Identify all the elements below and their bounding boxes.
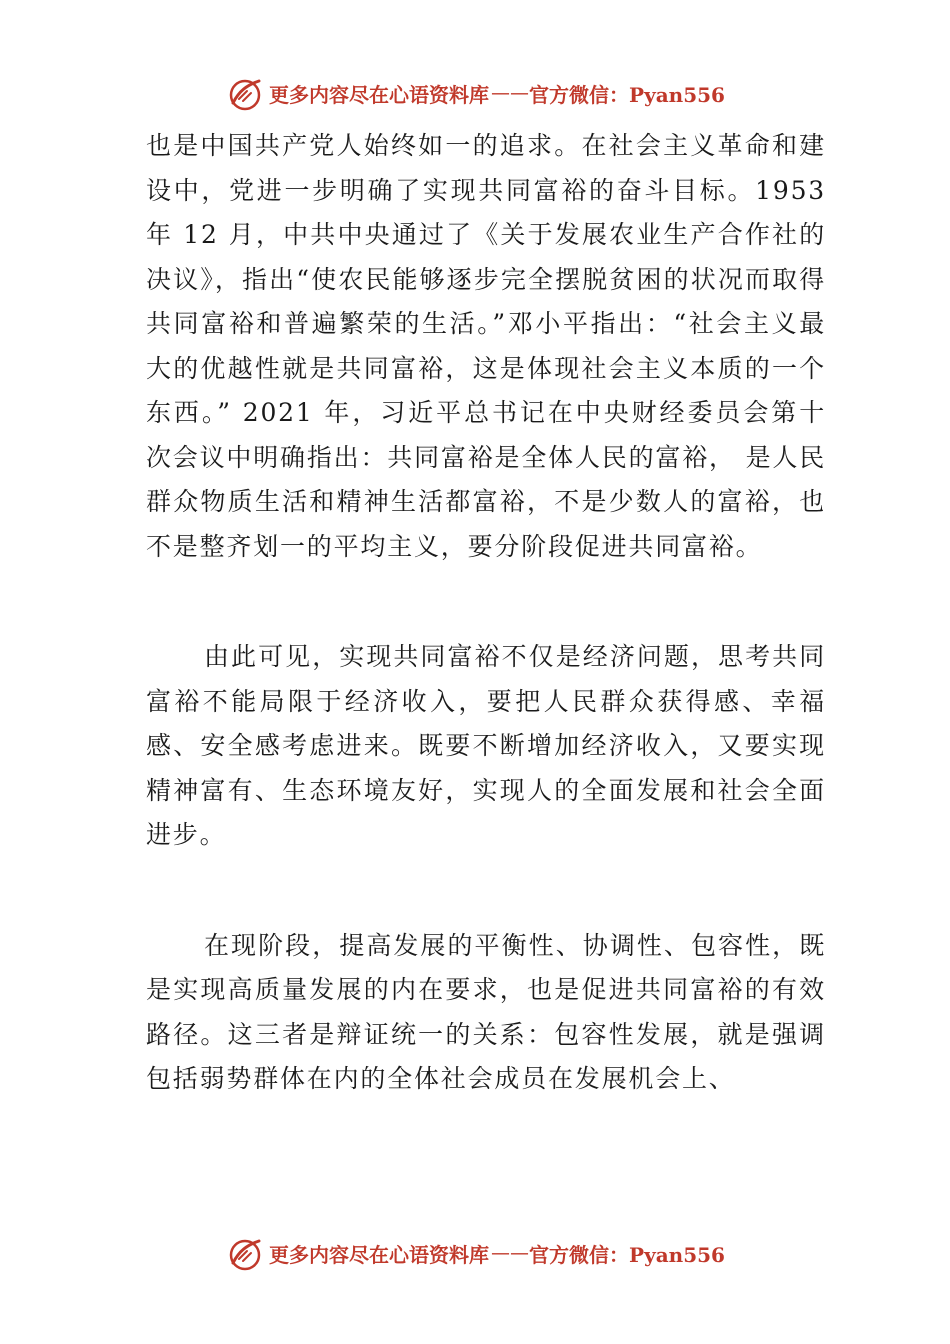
document-body bbox=[146, 124, 826, 1102]
banner-wechat: 官方微信：Pyan556 bbox=[529, 82, 725, 107]
brand-logo-icon bbox=[225, 73, 265, 113]
footer-banner bbox=[0, 1228, 950, 1278]
brand-logo-icon bbox=[225, 1233, 265, 1273]
paragraph-1: 也是中国共产党人始终如一的追求。在社会主义革命和建设中，党进一步明确了实现共同富裕的奋斗目标。1953 年 12 月，中共中央通过了《关于发展农业生产合作社的决议》，指出“使农民能够逐步完全摆脱贫困的状况而取得共同富裕和普遍繁荣的生活。”邓小平指出：“社会主义最大的优越性就是共同富裕，这是体现社会主义本质的一个东西。” 2021 年，习近平总书记在中央财经委员会第十次会议中明确指出：共同富裕是全体人民的富裕， 是人民群众物质生活和精神生活都富裕，不是少数人的富裕，也不是整齐划一的平均主义，要分阶段促进共同富裕。 bbox=[146, 131, 826, 561]
banner-title: 更多内容尽在心语资料库 bbox=[269, 1242, 490, 1267]
paragraph-2: 由此可见，实现共同富裕不仅是经济问题，思考共同富裕不能局限于经济收入，要把人民群众获得感、幸福感、安全感考虑进来。既要不断增加经济收入，又要实现精神富有、生态环境友好，实现人的全面发展和社会全面进步。 bbox=[146, 642, 826, 849]
banner-dash: —— bbox=[491, 82, 530, 104]
banner-dash: —— bbox=[491, 1242, 530, 1264]
banner-title: 更多内容尽在心语资料库 bbox=[269, 82, 490, 107]
header-banner bbox=[0, 68, 950, 118]
paragraph-3: 在现阶段，提高发展的平衡性、协调性、包容性，既是实现高质量发展的内在要求，也是促进共同富裕的有效路径。这三者是辩证统一的关系：包容性发展，就是强调包括弱势群体在内的全体社会成员在发展机会上、 bbox=[146, 930, 826, 1093]
banner-wechat: 官方微信：Pyan556 bbox=[529, 1242, 725, 1267]
